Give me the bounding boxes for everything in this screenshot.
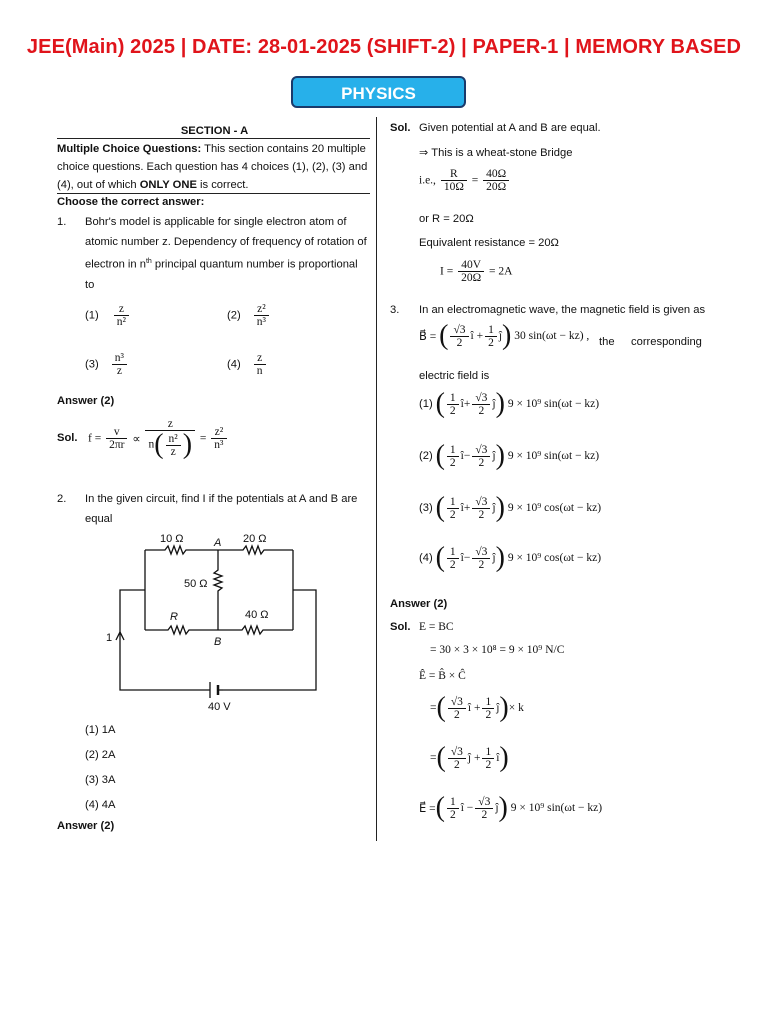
section-rule <box>57 138 370 139</box>
q3-option-4-sign: − <box>463 552 471 564</box>
q3-option-2-label: (2) <box>419 450 433 462</box>
q1-sol-z2: z² <box>211 426 226 439</box>
circuit-node-a: A <box>214 537 222 549</box>
q3-sol-line6-tail: 9 × 10⁹ sin(ωt − kz) <box>510 802 603 814</box>
q1-text <box>85 212 372 295</box>
q1-option-4-num: z <box>254 352 266 365</box>
q3-option-4-label: (4) <box>419 552 433 564</box>
q2-option-4[interactable]: (4) 4A <box>85 799 116 811</box>
q1-answer: Answer (2) <box>57 395 115 407</box>
q3-line1: In an electromagnetic wave, the magnetic field is given as <box>419 304 706 316</box>
mcq-desc-2: choice questions. Each question has 4 choices (1), (2), (3) and <box>57 161 368 173</box>
q3-sol-line4-tail: × k <box>508 702 524 714</box>
circuit-r2-label: 20 Ω <box>243 533 267 545</box>
q1-line4: to <box>85 278 95 291</box>
q3-option-3-tail: 9 × 10⁹ cos(ωt − kz) <box>507 502 602 514</box>
q2-sol-r-value: or R = 20Ω <box>419 213 474 225</box>
q3-option-3-sign: + <box>463 502 471 514</box>
q1-option-2[interactable] <box>227 303 271 328</box>
column-divider <box>376 117 377 841</box>
q3-sol-line3: Ê = B̂ × Ĉ <box>419 670 466 682</box>
q1-option-2-label: (2) <box>227 309 241 322</box>
q1-sol-prop: ∝ <box>132 433 141 446</box>
q1-sol-n2: n² <box>166 433 181 446</box>
q1-option-1-den: n² <box>116 316 126 328</box>
q2-sol-20: 20Ω <box>486 181 507 193</box>
q2-sol-current <box>440 259 512 284</box>
q3-option-3[interactable]: (3) ( $\frac{1}{2}$ î+ $\frac{√3}{2}$ ĵ) 9 × 10⁹ cos(ωt − kz) <box>419 492 602 523</box>
q1-sol-n3: n³ <box>214 439 224 451</box>
circuit-r5-label: 40 Ω <box>245 609 269 621</box>
subject-banner: PHYSICS <box>291 76 466 108</box>
q3-sol-line6: E⃗ =( $\frac{1}{2}$ î − $\frac{√3}{2}$ ĵ) 9 × 10⁹ sin(ωt − kz) <box>419 792 603 823</box>
q2-option-1[interactable]: (1) 1A <box>85 724 116 736</box>
q3-option-4[interactable]: (4) ( $\frac{1}{2}$ î− $\frac{√3}{2}$ ĵ) 9 × 10⁹ cos(ωt − kz) <box>419 542 602 573</box>
q2-sol-i-rhs: = 2A <box>489 265 513 278</box>
q2-sol-line1: Given potential at A and B are equal. <box>419 122 601 134</box>
q1-sol-z: z <box>145 418 195 431</box>
q2-answer: Answer (2) <box>57 820 115 832</box>
q2-sol-label: Sol. <box>390 122 411 134</box>
q1-option-3-den: z <box>116 365 122 377</box>
q3-the: the <box>599 336 615 348</box>
q1-option-4-den: n <box>256 365 263 377</box>
choose-heading: Choose the correct answer: <box>57 196 205 208</box>
q1-option-3-num: n³ <box>112 352 127 365</box>
q2-sol-line2: ⇒ This is a wheat-stone Bridge <box>419 147 573 159</box>
section-title: SECTION - A <box>180 125 249 137</box>
q1-solution: f = $\frac{v}{2\pi r}$ ∝ z n( $\frac{\text{n²}}{z}$ ) = $\frac{\text{z²}}{\text{n³}}$ <box>88 418 229 459</box>
q2-sol-i-num: 40V <box>458 259 484 272</box>
q1-sol-2pir: 2πr <box>109 439 125 451</box>
document-header: JEE(Main) 2025 | DATE: 28-01-2025 (SHIFT-2) | PAPER-1 | MEMORY BASED <box>26 36 742 58</box>
q1-option-3[interactable] <box>85 352 129 377</box>
q1-option-1-label: (1) <box>85 309 99 322</box>
mcq-desc-4: is correct. <box>200 179 249 191</box>
q2-sol-eq-res: Equivalent resistance = 20Ω <box>419 237 559 249</box>
circuit-diagram <box>100 528 330 714</box>
q2-sol-ratio: i.e., $\frac{R}{10\Omega}$ = $\frac{40\Omega}{20\Omega}$ <box>419 168 511 193</box>
q2-text <box>85 489 372 529</box>
q2-line1: In the given circuit, find I if the potentials at A and B are <box>85 493 358 505</box>
circuit-current-label: 1 <box>106 632 113 644</box>
q3-b-mid: 30 sin(ωt − kz) , <box>514 330 590 342</box>
mcq-instructions <box>57 140 372 194</box>
q3-sol-label: Sol. <box>390 621 411 633</box>
q1-option-4-label: (4) <box>227 358 241 371</box>
q2-sol-i-den: 20Ω <box>461 272 482 284</box>
q3-sol-line5: =( $\frac{√3}{2}$ ĵ + $\frac{1}{2}$ î) <box>430 742 509 773</box>
q2-sol-i-lhs: I = <box>440 265 454 278</box>
q3-option-2[interactable]: (2) ( $\frac{1}{2}$ î− $\frac{√3}{2}$ ĵ) 9 × 10⁹ sin(ωt − kz) <box>419 440 600 471</box>
circuit-node-b: B <box>214 636 222 648</box>
q1-line3a: electron in n <box>85 258 146 271</box>
q1-line1: Bohr's model is applicable for single electron atom of <box>85 216 347 228</box>
q2-options <box>85 718 115 818</box>
q2-number: 2. <box>57 493 67 505</box>
q1-option-2-num: z² <box>254 303 269 316</box>
q1-option-1-num: z <box>114 303 129 316</box>
q2-sol-40: 40Ω <box>483 168 509 181</box>
q1-sol-label: Sol. <box>57 432 78 444</box>
circuit-battery-label: 40 V <box>208 701 231 713</box>
q2-line2: equal <box>85 513 113 525</box>
circuit-r3-label: 50 Ω <box>184 578 208 590</box>
q3-corresponding: corresponding <box>631 336 702 348</box>
q3-option-1[interactable]: (1) ( $\frac{1}{2}$ î+ $\frac{√3}{2}$ ĵ) 9 × 10⁹ sin(ωt − kz) <box>419 388 600 419</box>
q2-option-2[interactable]: (2) 2A <box>85 749 116 761</box>
q3-sol-line6-lhs: E⃗ = <box>419 803 436 815</box>
q1-sol-f: f = <box>88 432 102 445</box>
q1-option-4[interactable] <box>227 352 268 377</box>
q1-option-2-den: n³ <box>256 316 266 328</box>
q3-option-3-label: (3) <box>419 502 433 514</box>
q3-b-field: B⃗ = ( $\frac{√3}{2}$ î + $\frac{1}{2}$ ĵ) 30 sin(ωt − kz) , <box>419 320 590 351</box>
q2-option-3[interactable]: (3) 3A <box>85 774 116 786</box>
q2-sol-ie: i.e., <box>419 174 436 187</box>
q1-option-3-label: (3) <box>85 358 99 371</box>
circuit-r1-label: 10 Ω <box>160 533 184 545</box>
q3-option-1-sign: + <box>463 398 471 410</box>
q1-sol-z-inner: z <box>170 445 176 458</box>
q1-sol-v: v <box>106 426 127 439</box>
mcq-desc-3: (4), out of which <box>57 179 137 191</box>
q2-sol-r: R <box>441 168 467 181</box>
q1-line3b: principal quantum number is proportional <box>151 258 358 271</box>
q3-option-1-tail: 9 × 10⁹ sin(ωt − kz) <box>507 398 600 410</box>
mcq-desc-1: This section contains 20 multiple <box>204 143 366 155</box>
q3-option-1-label: (1) <box>419 398 433 410</box>
q3-b-lhs: B⃗ = <box>419 331 437 343</box>
mcq-only-one: ONLY ONE <box>139 179 197 191</box>
q3-option-2-sign: − <box>463 450 471 462</box>
q3-sol-line4: =( $\frac{√3}{2}$ î + $\frac{1}{2}$ ĵ)× k <box>430 692 524 723</box>
q1-number: 1. <box>57 216 67 228</box>
q3-option-4-tail: 9 × 10⁹ cos(ωt − kz) <box>507 552 602 564</box>
circuit-r4-label: R <box>170 611 178 623</box>
q1-sol-eq: = <box>199 432 207 445</box>
mcq-heading: Multiple Choice Questions: <box>57 143 202 155</box>
q3-option-2-tail: 9 × 10⁹ sin(ωt − kz) <box>507 450 600 462</box>
q3-answer: Answer (2) <box>390 598 448 610</box>
q1-option-1[interactable] <box>85 303 131 328</box>
q1-line3-sup: th <box>145 258 152 265</box>
q3-sol-line2: = 30 × 3 × 10⁸ = 9 × 10⁹ N/C <box>430 644 565 656</box>
q3-number: 3. <box>390 304 400 316</box>
q2-sol-10: 10Ω <box>443 181 464 193</box>
q3-line3: electric field is <box>419 370 490 382</box>
q1-sol-n: n <box>148 438 155 451</box>
q1-line2: atomic number z. Dependency of frequency of rotation of <box>85 236 367 248</box>
q3-sol-line1: E = BC <box>419 621 454 633</box>
